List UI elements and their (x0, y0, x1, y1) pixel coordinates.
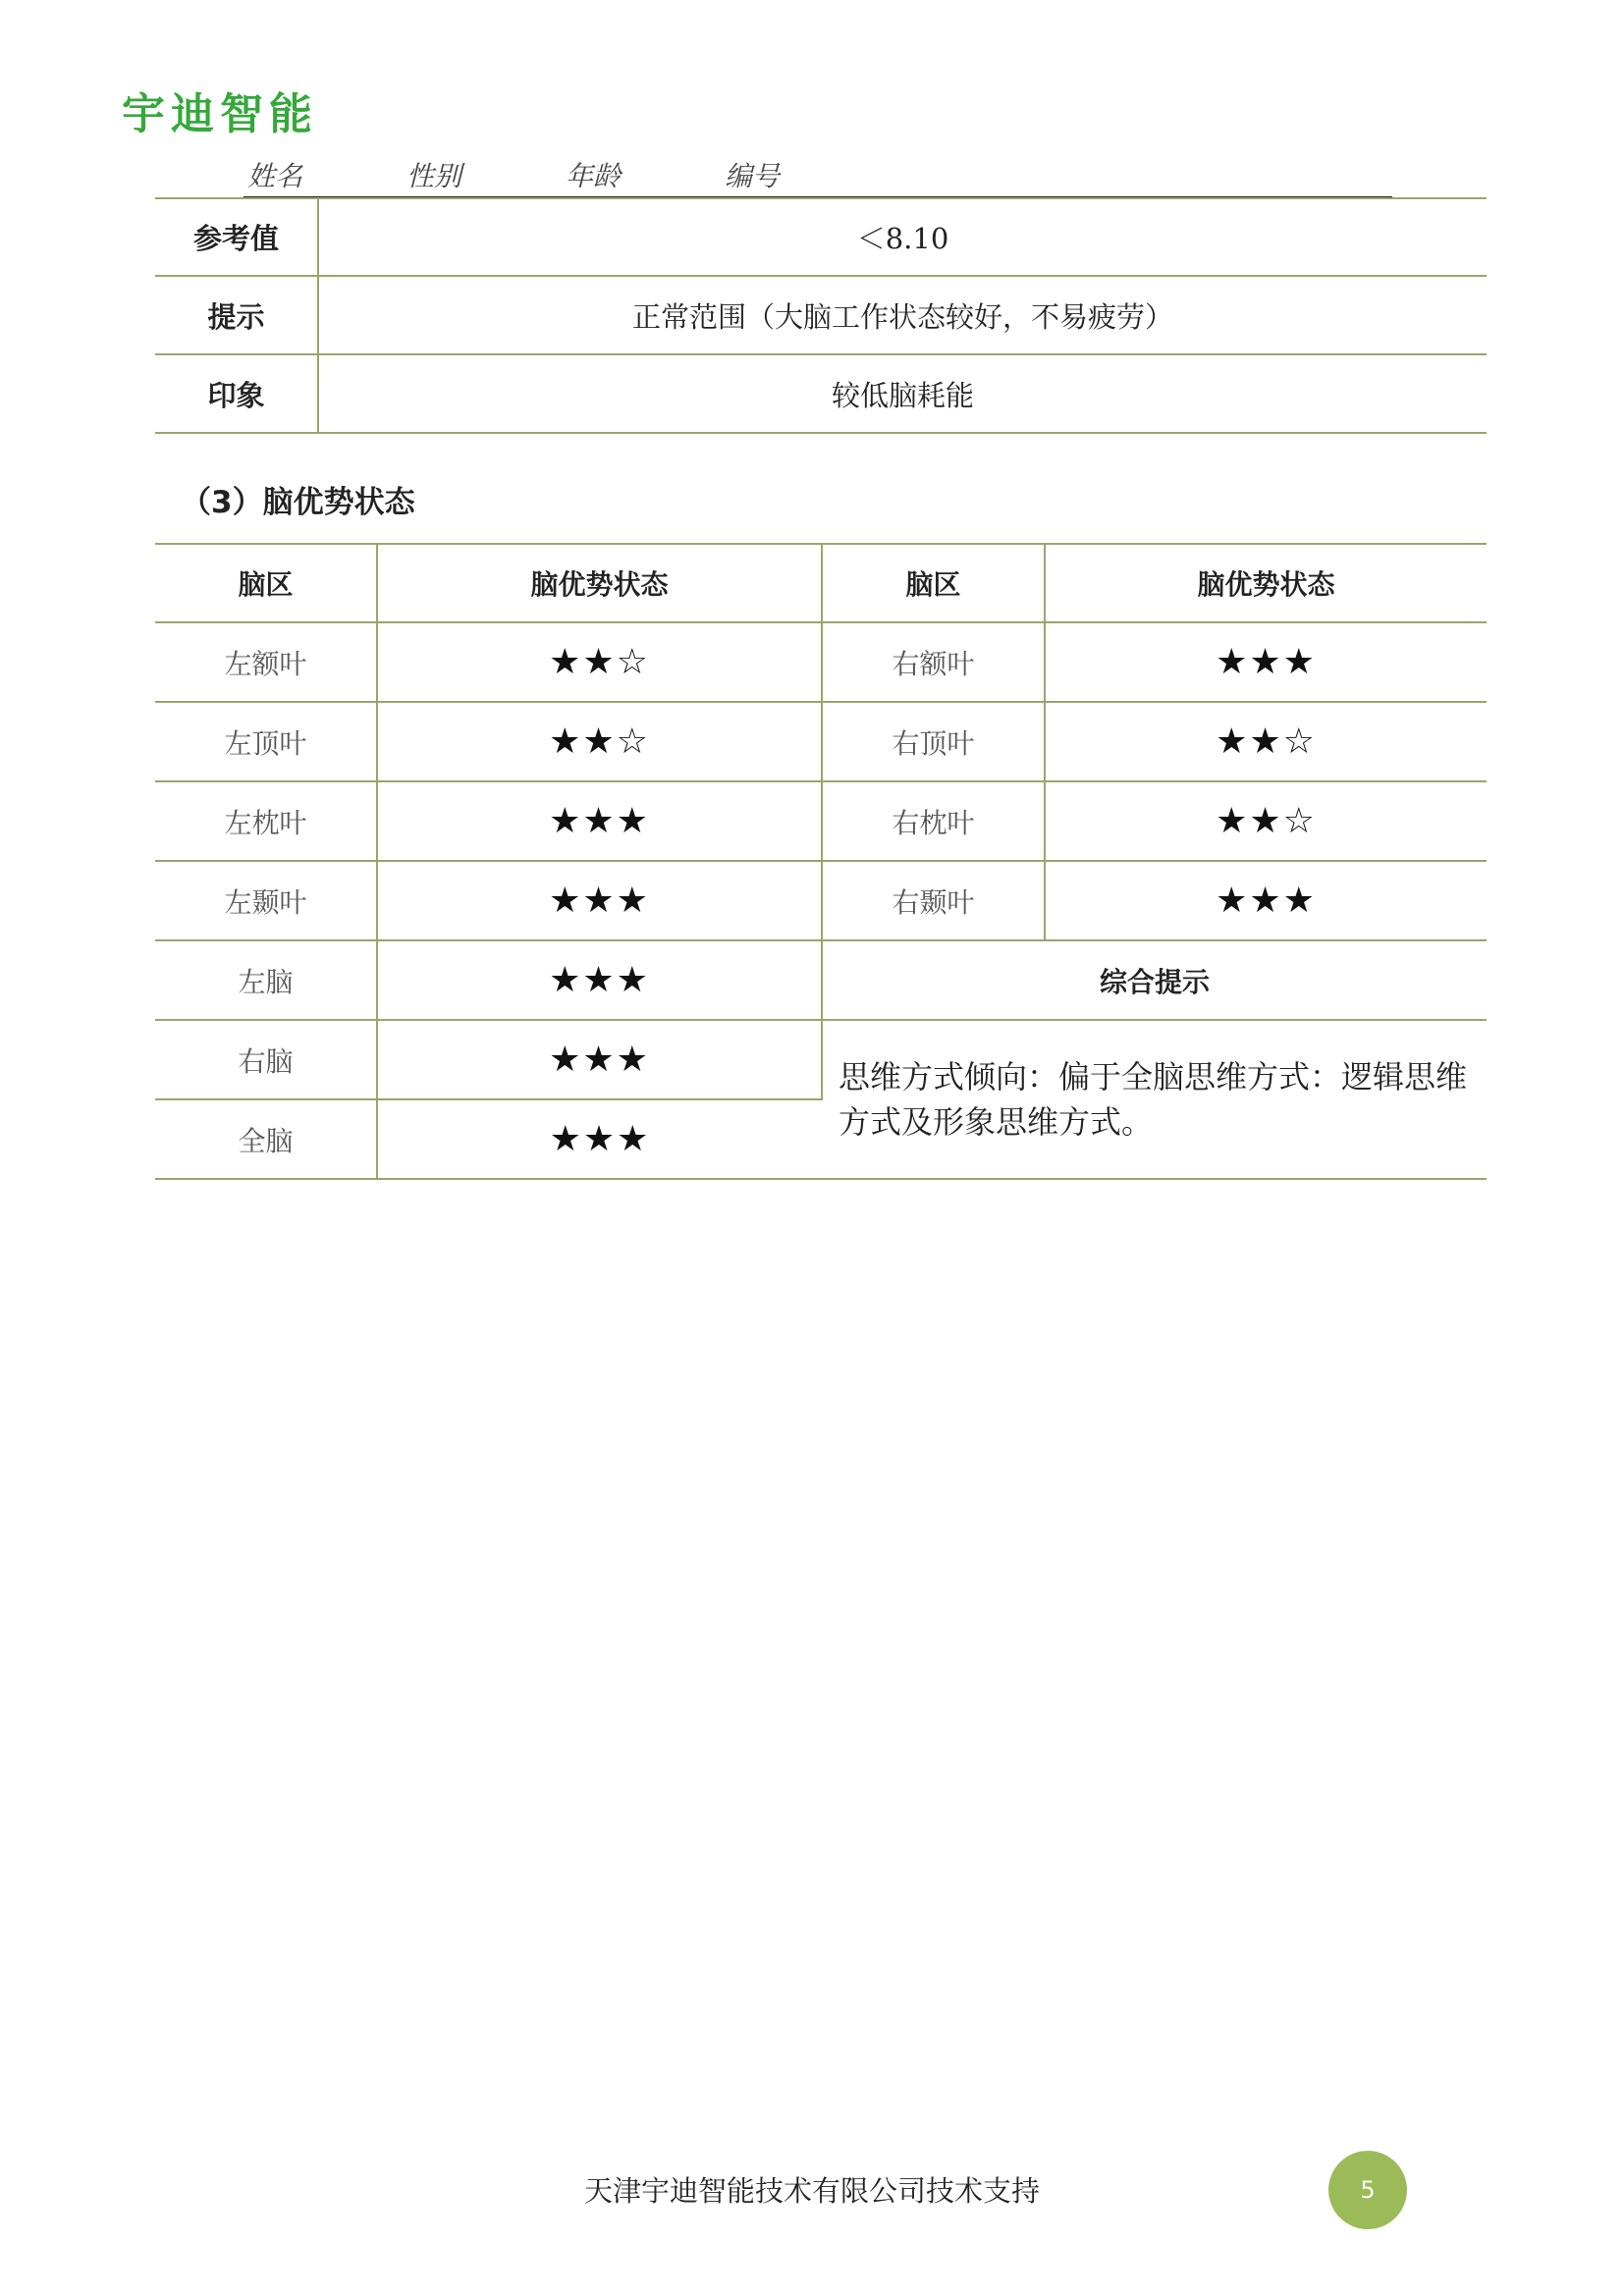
footer-text: 天津宇迪智能技术有限公司技术支持 (583, 2174, 1040, 2208)
region-cell: 右顶叶 (822, 702, 1045, 781)
star-rating: ★★★ (1045, 861, 1487, 940)
table-row (155, 702, 1487, 781)
reference-value: ＜8.10 (318, 198, 1487, 276)
impression-value: 较低脑耗能 (318, 354, 1487, 433)
number-field-label: 编号 (725, 160, 781, 192)
star-rating: ★★☆ (377, 622, 822, 702)
region-cell: 右颞叶 (822, 861, 1045, 940)
table-row (155, 781, 1487, 861)
region-cell: 左顶叶 (155, 702, 377, 781)
summary-title: 综合提示 (822, 940, 1487, 1020)
star-rating: ★★☆ (377, 702, 822, 781)
star-rating: ★★★ (377, 1020, 822, 1099)
gender-field-label: 性别 (406, 160, 462, 192)
star-rating: ★★★ (377, 781, 822, 861)
name-field-label: 姓名 (247, 160, 303, 192)
region-cell: 左额叶 (155, 622, 377, 702)
patient-info-row (244, 149, 1392, 199)
table-row (155, 198, 1487, 276)
star-rating: ★★☆ (1045, 781, 1487, 861)
impression-label: 印象 (155, 354, 318, 433)
star-rating: ★★★ (377, 1099, 822, 1179)
company-logo: 宇迪智能 (122, 89, 318, 139)
table-header-row (155, 544, 1487, 622)
column-header: 脑区 (155, 544, 377, 622)
region-cell: 左颞叶 (155, 861, 377, 940)
brain-dominance-table (155, 543, 1487, 1180)
region-cell: 左脑 (155, 940, 377, 1020)
region-cell: 全脑 (155, 1099, 377, 1179)
table-row (155, 940, 1487, 1020)
section-title: （3）脑优势状态 (181, 485, 415, 520)
table-row (155, 354, 1487, 433)
star-rating: ★★★ (1045, 622, 1487, 702)
table-row (155, 1020, 1487, 1099)
column-header: 脑区 (822, 544, 1045, 622)
page-number-badge: 5 (1328, 2151, 1407, 2229)
region-cell: 右枕叶 (822, 781, 1045, 861)
reference-label: 参考值 (155, 198, 318, 276)
hint-label: 提示 (155, 276, 318, 354)
age-field-label: 年龄 (566, 160, 622, 192)
hint-value: 正常范围（大脑工作状态较好，不易疲劳） (318, 276, 1487, 354)
column-header: 脑优势状态 (1045, 544, 1487, 622)
table-row (155, 276, 1487, 354)
summary-text: 思维方式倾向：偏于全脑思维方式：逻辑思维方式及形象思维方式。 (822, 1020, 1487, 1179)
region-cell: 左枕叶 (155, 781, 377, 861)
star-rating: ★★★ (377, 861, 822, 940)
region-cell: 右额叶 (822, 622, 1045, 702)
star-rating: ★★☆ (1045, 702, 1487, 781)
column-header: 脑优势状态 (377, 544, 822, 622)
reference-table (155, 198, 1487, 434)
table-row (155, 861, 1487, 940)
region-cell: 右脑 (155, 1020, 377, 1099)
table-row (155, 622, 1487, 702)
star-rating: ★★★ (377, 940, 822, 1020)
